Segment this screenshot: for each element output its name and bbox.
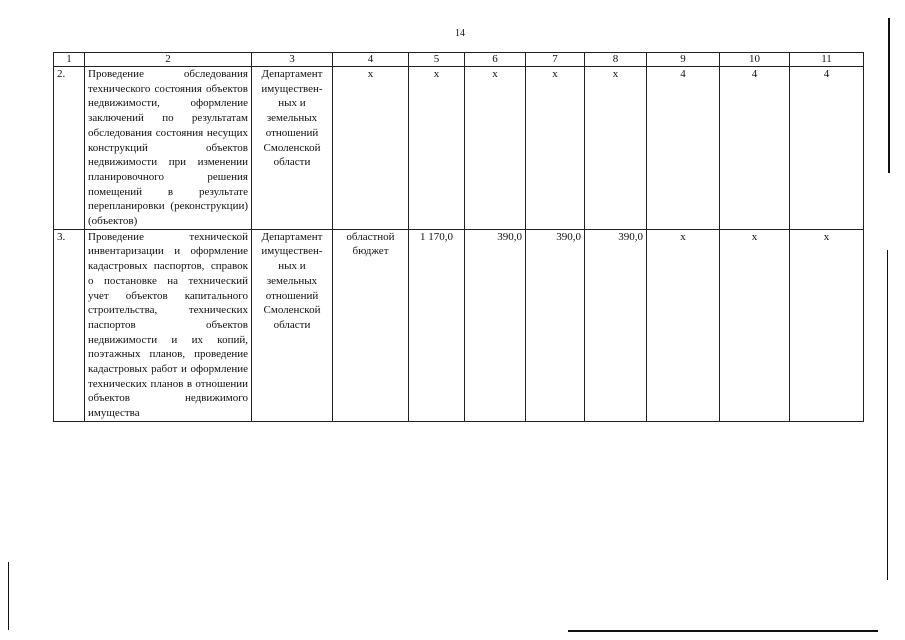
row-number: 3. (54, 229, 85, 421)
funding-year-1: 390,0 (465, 229, 526, 421)
column-number: 6 (465, 53, 526, 67)
funding-source: областной бюджет (333, 229, 409, 421)
funding-total: х (409, 67, 465, 230)
indicator-year-2: 4 (720, 67, 790, 230)
scan-edge-mark (887, 250, 888, 580)
funding-source: х (333, 67, 409, 230)
funding-year-3: х (585, 67, 647, 230)
indicator-year-2: х (720, 229, 790, 421)
column-number: 3 (252, 53, 333, 67)
activity-description: Проведение технической инвентаризации и оформление кадастровых паспортов, справок о постановке на технический учет объектов капитального строительства, технических паспортов объектов недвижимости и их копий, поэтажных планов, проведение кадастровых работ и оформление технических планов в отношении объектов недвижимого имущества (85, 229, 252, 421)
funding-year-2: 390,0 (526, 229, 585, 421)
funding-year-2: х (526, 67, 585, 230)
program-table (53, 52, 864, 422)
executor: Департамент имуществен-ных и земельных отношений Смоленской области (252, 229, 333, 421)
funding-year-1: х (465, 67, 526, 230)
column-number: 11 (790, 53, 864, 67)
indicator-year-3: х (790, 229, 864, 421)
column-number: 2 (85, 53, 252, 67)
page-number: 14 (455, 28, 465, 39)
column-number: 9 (647, 53, 720, 67)
indicator-year-1: х (647, 229, 720, 421)
column-number-row (54, 53, 864, 67)
scan-edge-mark (888, 18, 890, 173)
indicator-year-3: 4 (790, 67, 864, 230)
scan-edge-mark (8, 562, 9, 630)
column-number: 7 (526, 53, 585, 67)
table-row (54, 229, 864, 421)
funding-year-3: 390,0 (585, 229, 647, 421)
column-number: 4 (333, 53, 409, 67)
scan-edge-mark (568, 630, 878, 632)
indicator-year-1: 4 (647, 67, 720, 230)
column-number: 1 (54, 53, 85, 67)
row-number: 2. (54, 67, 85, 230)
funding-total: 1 170,0 (409, 229, 465, 421)
column-number: 5 (409, 53, 465, 67)
column-number: 10 (720, 53, 790, 67)
activity-description: Проведение обследования технического состояния объектов недвижимости, оформление заключений по результатам обследования состояния несущих конструкций объектов недвижимости при изменении планировочного решения помещений в результате перепланировки (реконструкции) (объектов) (85, 67, 252, 230)
table-row (54, 67, 864, 230)
executor: Департамент имуществен-ных и земельных отношений Смоленской области (252, 67, 333, 230)
column-number: 8 (585, 53, 647, 67)
